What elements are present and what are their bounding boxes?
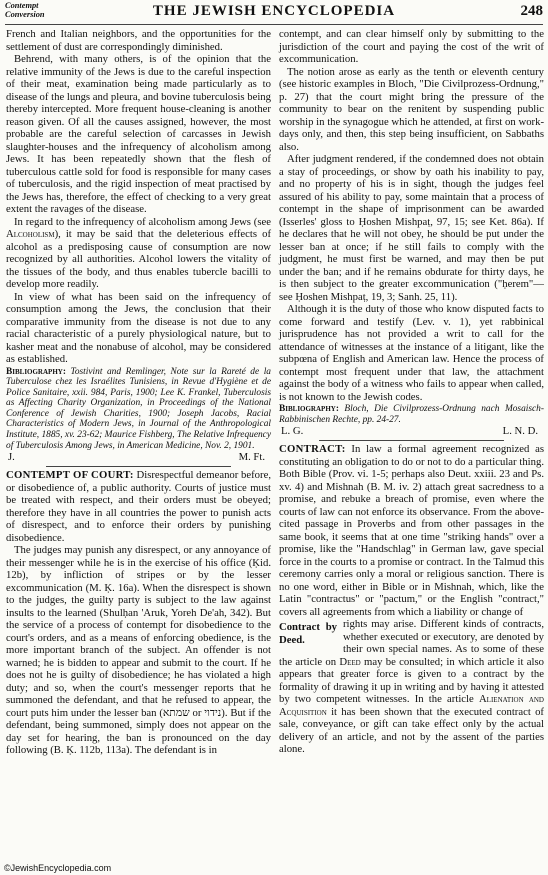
paragraph: Behrend, with many others, is of the opinion that the relative immunity of the Jews is due to the careful inspection of their meat, examination being made particularly as to disease of the lungs and pleura, and bovine tuberculosis being thereby intercepted. More frequent house-cleaning is another reason given. Of all the causes assigned, however, the most probable are the careful selection of carcasses in Jewish slaughter-houses and the infrequency of alcoholism among Jews. It has been repeatedly shown that the flesh of tuberculous cattle sold for food is responsible for many cases of tuberculosis, and the rigid inspection of meat practised by the Jews has, therefore, the effect of checking to a very great extent the ravages of the disease. <box>6 53 271 215</box>
text: it has been shown that the executed contract of sale, conveyance, or gift can take effect only by the actual delivery of an article, and not by the assent of the parties alone. <box>279 705 544 756</box>
author-signature <box>279 425 544 438</box>
side-note: Contract by Deed. <box>279 621 337 646</box>
cross-reference-link[interactable]: Alcoholism <box>6 228 55 240</box>
paragraph: Although it is the duty of those who know disputed facts to come forward and testify (Lev. v. 1), yet rabbinical jurisprudence has not provided a writ to call for the attendance of witnesses at the instance of a litigant, like the subpœna of English and American law. Hence the process of contempt most frequent under that law, the attachment against the body of a witness who fails to appear when called, is not known to the Jewish codes. <box>279 303 544 403</box>
paragraph: contempt, and can clear himself only by submitting to the jurisdiction of the court and paying the cost of the writ of excommunication. <box>279 28 544 65</box>
author-signature <box>6 451 271 464</box>
copyright-footer: ©JewishEncyclopedia.com <box>4 863 112 873</box>
cross-reference-link[interactable]: Alienation and Acquisition <box>279 693 544 718</box>
bibliography-label: Bibliography: <box>279 404 339 414</box>
paragraph: In view of what has been said on the infrequency of consumption among the Jews, the conclusion that their comparative immunity from the disease is not due to any racial characteristic of a purely physiological nature, but to kasher meat and the nonabuse of alcohol, may be considered as established. <box>6 290 271 365</box>
section-divider <box>319 440 504 441</box>
bibliography-text: Bloch, Die Civilprozess-Ordnung nach Mosaisch-Rabbinischen Rechte, pp. 24-27. <box>279 404 544 425</box>
text: In law a formal agreement recognized as constituting an obligation to do or not to do a particular thing. Both Bible (Prov. vi. 1-5; perhaps also Deut. xxiii. 23 and Ps. xv. 4) and Mishnah (B. M. iv. 2) attach great sacredness to a promise, and rebuke a breach of promise, even where the courts of law can not enforce its observance. From the above-cited passage in Proverbs and from other passages in the same book, it seems that at one time "striking hands" over a promise, like the "Handschlag" in German law, gave special force in the courts to a promise or contract. In the Talmud this ceremony carries only a moral or religious sanction. There is no one word, either in Bible or in Mishnah, which, like the Latin "contractus" or "pactum," or the English "contract," covers all agreements from which a liability or change of <box>279 443 544 618</box>
text: Disrespectful demeanor before, or disobedience of, a public authority. Courts of justice must be treated with respect, and their orders must be obeyed; therefore they have in all countries the power to punish acts of disrespect, and to enforce their orders by punishing disobedience. <box>6 469 271 544</box>
paragraph: After judgment rendered, if the condemned does not obtain a stay of proceedings, or show by oath his inability to pay, and no property of his is in sight, though the judges feel assured of his ability to pay, some maintain that a process of contempt in the shape of imprisonment can be awarded (Isserles' gloss to Ḥoshen Mishpaṭ, 97, 15; see Ket. 86a). If he declares that he will not obey, he should be put under the lesser ban at once; if he still fails to comply with the judgment, he must first be warned, and may then be put under the ban; and if he remains obdurate for thirty days, he is then subject to the greater excommunication ("ḥerem"—see Ḥoshen Mishpaṭ, 19, 3; Sanh. 25, 11). <box>279 153 544 303</box>
publication-title: THE JEWISH ENCYCLOPEDIA <box>152 3 396 19</box>
text: may be consulted; in which article it also appears that greater force is given to a contract by the formality of drawing it up in writing and by having it attested by two competent witnesses. In the article <box>279 655 544 706</box>
entry-title: CONTRACT: <box>279 443 346 456</box>
bibliography <box>6 367 271 452</box>
cross-reference-link[interactable]: Deed <box>339 655 361 668</box>
running-head-line1: Contempt <box>5 1 39 10</box>
page-header <box>5 0 543 25</box>
left-column <box>6 28 271 757</box>
page-number: 248 <box>520 3 543 19</box>
paragraph: The notion arose as early as the tenth or eleventh century (see historic examples in Bloch, "Die Civilprozess-Ordnung," p. 27) that the court might bring the pressure of the community to bear on the renitent by suspending public worship in the synagogue which he attended, at first on work-days only, and then, this step being insufficient, on Sabbaths also. <box>279 65 544 153</box>
bibliography-text: Tostivint and Remlinger, Note sur la Rareté de la Tuberculose chez les Israélites Tunisiens, in Revue d'Hygiène et de Police Sanitaire, xxii. 984, Paris, 1900; Lee K. Frankel, Tuberculosis as Affecting Charity Organization, in Proceedings of the National Conference of Jewish Charities, 1900; Joseph Jacobs, Racial Characteristics of Modern Jews, in Journal of the Anthropological Institute, 1885, xv. 23-62; Maurice Fishberg, The Relative Infrequency of Tuberculosis Among Jews, in American Medicine, Nov. 2, 1901. <box>6 366 271 451</box>
bibliography-label: Bibliography: <box>6 366 66 377</box>
text: In regard to the infrequency of alcoholism among Jews (see <box>14 215 271 228</box>
bibliography <box>279 404 544 425</box>
section-divider <box>46 466 231 467</box>
paragraph: The judges may punish any disrespect, or any annoyance of their messenger while he is in the exercise of his office (Ḳid. 12b), by infliction of stripes or by the lesser excommunication (M. Ḳ. 16a). When the disrespect is shown to the judges, the guilty party is subject to the law against insults to the learned (Shulḥan 'Aruk, Yoreh De'ah, 342). But the service of a process of contempt for disobedience to the court's orders, and as a means of enforcing obedience, is the more important branch of the subject. An offender is not warned; he is bidden to appear and submit to the court. If he does not he is guilty of disobedience; he has violated a high duty; and so, when the court's messenger reports that he summoned the defendant, and that he refused to appear, the court puts him under the lesser ban (שמתא or נידוי). But if the defendant, being summoned, simply does not appear on the day set for hearing, the ban is pronounced on the day following (B. Ḳ. 112b, 113a). The defendant is in <box>6 544 271 757</box>
entry-title: CONTEMPT OF COURT: <box>6 469 134 482</box>
signature-initials-left: J. <box>8 451 15 464</box>
signature-initials-right: L. N. D. <box>502 425 538 438</box>
text: rights may arise. Different kinds of contracts, whether executed or executory, are denoted by their own special names. As to some of these the article on <box>279 618 544 668</box>
signature-initials-right: M. Ft. <box>238 451 265 464</box>
text: ), it may be said that the deleterious effects of alcohol as a predisposing cause of consumption are now recognized by all authorities. Alcohol lowers the vitality of the tissues of the body, and thus enables tubercle bacilli to develop more readily. <box>6 228 271 290</box>
entry-contempt-of-court <box>6 469 271 544</box>
entry-contract <box>279 443 544 618</box>
running-head-line2: Conversion <box>5 10 45 19</box>
paragraph <box>6 216 271 291</box>
paragraph: French and Italian neighbors, and the opportunities for the settlement of dust are correspondingly diminished. <box>6 28 271 53</box>
signature-initials-left: L. G. <box>281 425 304 438</box>
paragraph <box>279 618 544 756</box>
right-column <box>279 28 544 756</box>
